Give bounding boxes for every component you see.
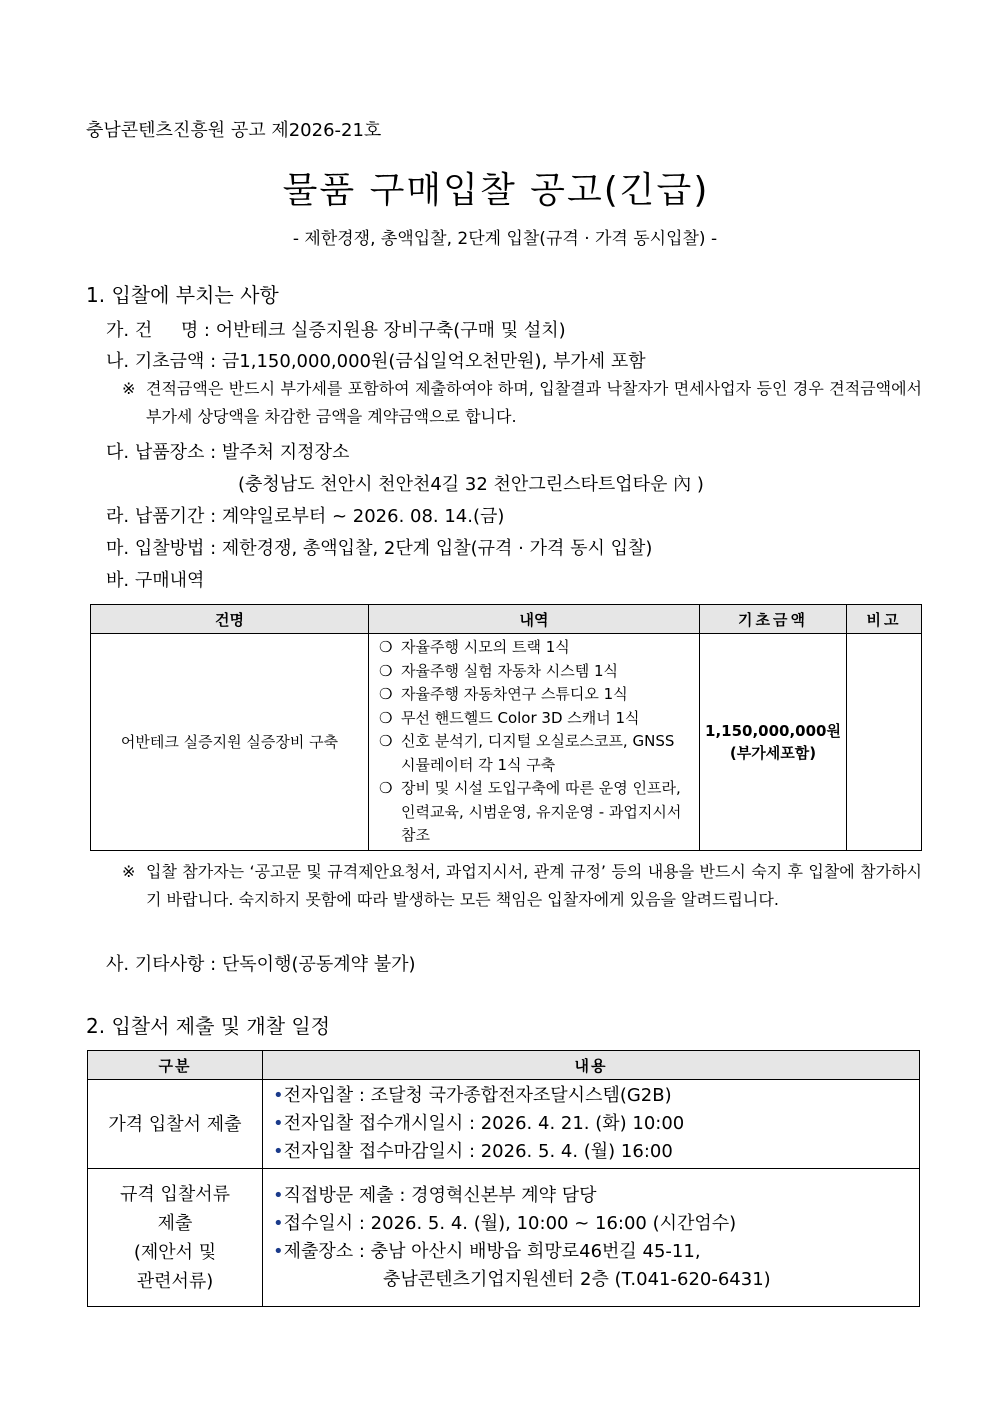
circle-bullet-icon: ❍ [379, 661, 393, 680]
note-vat [122, 375, 922, 431]
row-name: 어반테크 실증지원 실증장비 구축 [91, 634, 369, 851]
item-ra-value: 계약일로부터 ~ 2026. 08. 14.(금) [221, 506, 505, 527]
list-item: ❍ 자율주행 실험 자동차 시스템 1식 [379, 660, 691, 684]
col-header-remark: 비고 [847, 605, 922, 634]
section1-title: 1. 입찰에 부치는 사항 [86, 283, 279, 307]
row-category: 규격 입찰서류 제출 (제안서 및 관련서류) [88, 1169, 263, 1307]
item-ma-value: 제한경쟁, 총액입찰, 2단계 입찰(규격 · 가격 동시 입찰) [221, 538, 653, 559]
list-item: •제출장소 : 충남 아산시 배방읍 희망로46번길 45-11, [273, 1240, 701, 1262]
bullet-icon: • [273, 1212, 284, 1234]
bullet-icon: • [273, 1184, 284, 1206]
col-header-content: 내용 [263, 1051, 920, 1080]
list-item: •접수일시 : 2026. 5. 4. (월), 10:00 ~ 16:00 (시간엄수) [273, 1212, 737, 1234]
item-na [106, 347, 646, 373]
item-da-label: 다. 납품장소 : [106, 442, 217, 463]
row-category: 가격 입찰서 제출 [88, 1080, 263, 1169]
item-ga-value: 어반테크 실증지원용 장비구축(구매 및 설치) [215, 320, 566, 341]
note-mark: ※ [122, 862, 136, 881]
list-item: •전자입찰 접수개시일시 : 2026. 4. 21. (화) 10:00 [273, 1113, 685, 1134]
purchase-table [90, 604, 922, 851]
list-item: •전자입찰 접수마감일시 : 2026. 5. 4. (월) 16:00 [273, 1141, 673, 1162]
item-sa [106, 950, 416, 976]
notice-number: 충남콘텐츠진흥원 공고 제2026-21호 [86, 120, 382, 141]
note-text: 견적금액은 반드시 부가세를 포함하여 제출하여야 하며, 입찰결과 낙찰자가 면세사업자 등인 경우 견적금액에서 부가세 상당액을 차감한 금액을 계약금액으로 합니다. [146, 379, 922, 426]
amount-value: 1,150,000,000원 [705, 721, 841, 740]
col-header-name: 건명 [91, 605, 369, 634]
item-ba [106, 566, 204, 592]
item-sa-value: 단독이행(공동계약 불가) [221, 954, 416, 975]
note-participation [122, 858, 922, 914]
bullet-icon: • [273, 1113, 284, 1134]
row-items [369, 634, 700, 851]
bullet-icon: • [273, 1085, 284, 1106]
item-sa-label: 사. 기타사항 : [106, 954, 217, 975]
table-row [88, 1169, 920, 1307]
row-remark [847, 634, 922, 851]
bullet-icon: • [273, 1141, 284, 1162]
table-row [88, 1080, 920, 1169]
purchase-table-header [91, 605, 922, 634]
list-item: ❍ 자율주행 시모의 트랙 1식 [379, 636, 691, 660]
page-title: 물품 구매입찰 공고(긴급) [282, 170, 710, 211]
delivery-address: (충청남도 천안시 천안천4길 32 천안그린스타트업타운 內 ) [238, 474, 704, 495]
circle-bullet-icon: ❍ [379, 779, 393, 797]
item-ra-label: 라. 납품기간 : [106, 506, 217, 527]
row-content [263, 1080, 920, 1169]
circle-bullet-icon: ❍ [379, 732, 393, 750]
item-da [106, 438, 349, 464]
col-header-detail: 내역 [369, 605, 700, 634]
list-item: 충남콘텐츠기업지원센터 2층 (T.041-620-6431) [383, 1268, 771, 1290]
col-header-category: 구분 [88, 1051, 263, 1080]
item-ba-label: 바. 구매내역 [106, 570, 205, 591]
item-ma [106, 534, 652, 560]
list-item: ❍ 신호 분석기, 디지털 오실로스코프, GNSS 시뮬레이터 각 1식 구축 [379, 732, 675, 774]
row-amount [700, 634, 847, 851]
col-header-amount: 기초금액 [700, 605, 847, 634]
table-row [91, 634, 922, 851]
item-ra [106, 502, 504, 528]
circle-bullet-icon: ❍ [379, 638, 393, 656]
note-text: 입찰 참가자는 ‘공고문 및 규격제안요청서, 과업지시서, 관계 규정’ 등의 내용을 반드시 숙지 후 입찰에 참가하시기 바랍니다. 숙지하지 못함에 따라 발생하는 모든 책임은 입찰자에게 있음을 알려드립니다. [146, 862, 922, 909]
schedule-table [87, 1050, 920, 1307]
item-ga [106, 316, 566, 342]
item-ga-label: 가. 건 명 : [106, 320, 211, 341]
row-content [263, 1169, 920, 1307]
list-item: ❍ 장비 및 시설 도입구축에 따른 운영 인프라, 인력교육, 시범운영, 유지운영 - 과업지시서 참조 [379, 779, 682, 844]
item-ma-label: 마. 입찰방법 : [106, 538, 217, 559]
note-mark: ※ [122, 379, 136, 398]
circle-bullet-icon: ❍ [379, 685, 393, 703]
section2-title: 2. 입찰서 제출 및 개찰 일정 [86, 1014, 331, 1038]
page-subtitle: - 제한경쟁, 총액입찰, 2단계 입찰(규격 · 가격 동시입찰) - [292, 229, 718, 249]
list-item: ❍ 무선 핸드헬드 Color 3D 스캐너 1식 [379, 707, 691, 731]
circle-bullet-icon: ❍ [379, 708, 393, 727]
item-na-label: 나. 기초금액 : [106, 351, 217, 372]
bullet-icon: • [273, 1240, 284, 1262]
list-item: •전자입찰 : 조달청 국가종합전자조달시스템(G2B) [273, 1085, 672, 1106]
item-na-value: 금1,150,000,000원(금십일억오천만원), 부가세 포함 [221, 351, 646, 372]
item-da-value: 발주처 지정장소 [221, 442, 350, 463]
amount-note: (부가세포함) [729, 743, 817, 762]
list-item: ❍ 자율주행 자동차연구 스튜디오 1식 [379, 683, 691, 707]
list-item: •직접방문 제출 : 경영혁신본부 계약 담당 [273, 1184, 597, 1206]
schedule-table-header [88, 1051, 920, 1080]
